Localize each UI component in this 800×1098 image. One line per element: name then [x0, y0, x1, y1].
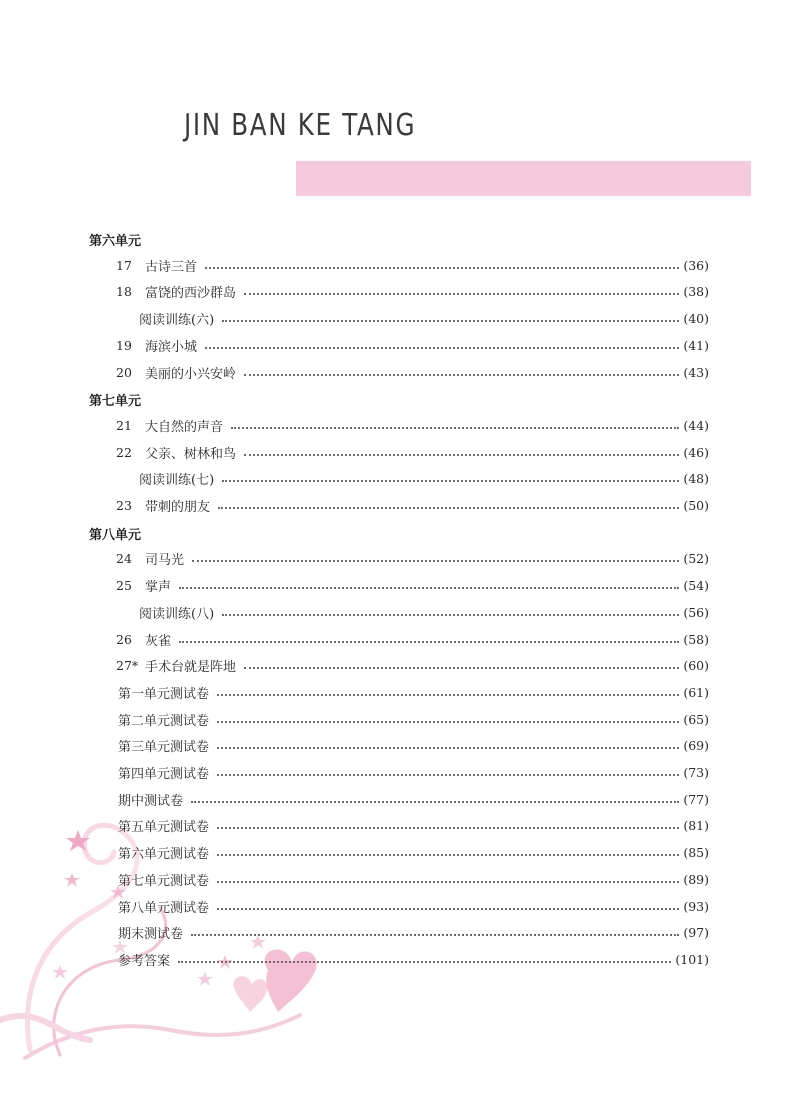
page-number: (43) — [683, 364, 709, 380]
dot-leader — [179, 586, 679, 589]
lesson-number: 25 — [116, 577, 132, 593]
dot-leader — [191, 933, 679, 936]
entry-title: 灰雀 — [145, 633, 172, 649]
page-number: (85) — [683, 844, 709, 860]
dot-leader — [217, 773, 679, 776]
dot-leader — [205, 266, 679, 269]
toc-entry[interactable] — [0, 281, 800, 301]
page-number: (81) — [683, 817, 709, 833]
dot-leader — [217, 693, 679, 696]
lesson-number: 17 — [116, 257, 132, 273]
toc-entry[interactable] — [0, 922, 800, 942]
section-heading: 第七单元 — [89, 394, 142, 409]
dot-leader — [205, 346, 679, 349]
entry-title: 海滨小城 — [145, 339, 198, 355]
entry-title: 第七单元测试卷 — [118, 873, 210, 889]
toc-entry[interactable] — [0, 415, 800, 435]
page-number: (46) — [683, 444, 709, 460]
lesson-number: 22 — [116, 444, 132, 460]
entry-title: 美丽的小兴安岭 — [145, 366, 237, 382]
toc-entry[interactable] — [0, 548, 800, 568]
entry-title: 期中测试卷 — [118, 793, 184, 809]
dot-leader — [218, 506, 679, 509]
toc-entry[interactable] — [0, 896, 800, 916]
page-number: (50) — [683, 497, 709, 513]
toc-entry[interactable] — [0, 655, 800, 675]
entry-title: 第五单元测试卷 — [118, 819, 210, 835]
section-heading: 第六单元 — [89, 234, 142, 249]
entry-title: 父亲、树林和鸟 — [145, 446, 237, 462]
lesson-number: 26 — [116, 631, 132, 647]
toc-entry[interactable] — [0, 255, 800, 275]
page-number: (48) — [683, 470, 709, 486]
dot-leader — [217, 720, 679, 723]
dot-leader — [244, 453, 679, 456]
entry-title: 阅读训练(六) — [139, 312, 215, 328]
page-number: (54) — [683, 577, 709, 593]
toc-entry[interactable] — [0, 335, 800, 355]
entry-title: 阅读训练(七) — [139, 472, 215, 488]
page-number: (58) — [683, 631, 709, 647]
header-title: JIN BAN KE TANG — [184, 108, 417, 143]
page-number: (89) — [683, 871, 709, 887]
lesson-number: 27* — [116, 657, 139, 673]
dot-leader — [244, 292, 679, 295]
entry-title: 参考答案 — [118, 953, 171, 969]
page-number: (41) — [683, 337, 709, 353]
toc-entry[interactable] — [0, 735, 800, 755]
entry-title: 古诗三首 — [145, 259, 198, 275]
toc-entry[interactable] — [0, 815, 800, 835]
dot-leader — [178, 960, 671, 963]
toc-entry[interactable] — [0, 468, 800, 488]
lesson-number: 24 — [116, 550, 132, 566]
dot-leader — [191, 800, 679, 803]
toc-entry[interactable] — [0, 949, 800, 969]
toc-entry[interactable] — [0, 575, 800, 595]
toc-entry[interactable] — [0, 362, 800, 382]
toc-entry[interactable] — [0, 869, 800, 889]
entry-title: 阅读训练(八) — [139, 606, 215, 622]
lesson-number: 21 — [116, 417, 132, 433]
dot-leader — [217, 746, 679, 749]
entry-title: 司马光 — [145, 552, 185, 568]
lesson-number: 18 — [116, 283, 132, 299]
dot-leader — [231, 426, 679, 429]
page-number: (97) — [683, 924, 709, 940]
entry-title: 第二单元测试卷 — [118, 713, 210, 729]
toc-entry[interactable] — [0, 442, 800, 462]
dot-leader — [244, 666, 679, 669]
toc-entry[interactable] — [0, 602, 800, 622]
lesson-number: 23 — [116, 497, 132, 513]
page-number: (52) — [683, 550, 709, 566]
dot-leader — [222, 479, 679, 482]
entry-title: 第三单元测试卷 — [118, 739, 210, 755]
entry-title: 带刺的朋友 — [145, 499, 211, 515]
page-number: (61) — [683, 684, 709, 700]
entry-title: 掌声 — [145, 579, 172, 595]
entry-title: 大自然的声音 — [145, 419, 224, 435]
entry-title: 第一单元测试卷 — [118, 686, 210, 702]
dot-leader — [217, 853, 679, 856]
entry-title: 富饶的西沙群岛 — [145, 285, 237, 301]
toc-entry[interactable] — [0, 308, 800, 328]
page-number: (36) — [683, 257, 709, 273]
page-number: (60) — [683, 657, 709, 673]
dot-leader — [217, 826, 679, 829]
dot-leader — [217, 880, 679, 883]
entry-title: 第四单元测试卷 — [118, 766, 210, 782]
lesson-number: 19 — [116, 337, 132, 353]
page-number: (38) — [683, 283, 709, 299]
toc-entry[interactable] — [0, 629, 800, 649]
entry-title: 第八单元测试卷 — [118, 900, 210, 916]
dot-leader — [192, 559, 679, 562]
entry-title: 手术台就是阵地 — [145, 659, 237, 675]
page-number: (73) — [683, 764, 709, 780]
page-number: (56) — [683, 604, 709, 620]
lesson-number: 20 — [116, 364, 132, 380]
dot-leader — [244, 373, 679, 376]
header-accent-bar — [296, 161, 751, 196]
page-number: (101) — [675, 951, 709, 967]
dot-leader — [222, 613, 679, 616]
page-number: (44) — [683, 417, 709, 433]
dot-leader — [179, 640, 679, 643]
page-number: (40) — [683, 310, 709, 326]
toc-entry[interactable] — [0, 709, 800, 729]
page-number: (77) — [683, 791, 709, 807]
toc-entry[interactable] — [0, 842, 800, 862]
page-number: (69) — [683, 737, 709, 753]
toc-entry[interactable] — [0, 789, 800, 809]
dot-leader — [217, 907, 679, 910]
entry-title: 第六单元测试卷 — [118, 846, 210, 862]
section-heading: 第八单元 — [89, 528, 142, 543]
toc-entry[interactable] — [0, 682, 800, 702]
toc-entry[interactable] — [0, 495, 800, 515]
entry-title: 期末测试卷 — [118, 926, 184, 942]
toc-entry[interactable] — [0, 762, 800, 782]
dot-leader — [222, 319, 679, 322]
page-number: (93) — [683, 898, 709, 914]
page-number: (65) — [683, 711, 709, 727]
